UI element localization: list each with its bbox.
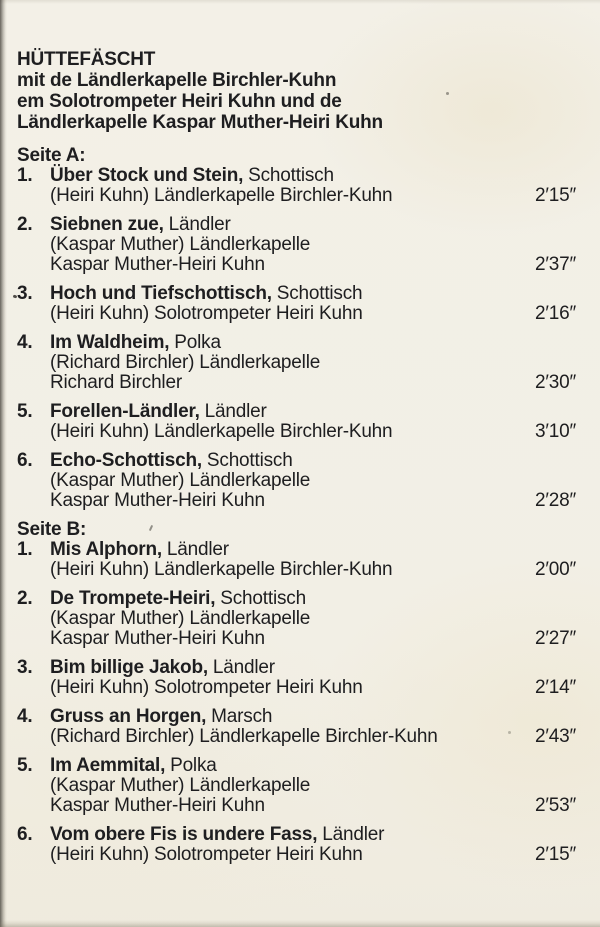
track-title: Über Stock und Stein,: [50, 165, 244, 186]
track-text: [50, 589, 576, 649]
track-credit: (Heiri Kuhn) Ländlerkapelle Birchler-Kuhn: [50, 185, 393, 206]
album-header: [17, 49, 576, 133]
track-credit: (Richard Birchler) Ländlerkapelle: [50, 352, 321, 373]
track-number: 5.: [17, 755, 33, 776]
track-credit: (Kaspar Muther) Ländlerkapelle: [50, 608, 311, 629]
track-text: [50, 215, 576, 275]
track-title: Echo-Schottisch,: [50, 450, 202, 471]
track-duration: 2′28″: [535, 490, 576, 511]
track-duration: 2′43″: [535, 726, 576, 747]
track-genre: Polka: [174, 332, 221, 353]
track-credit: Kaspar Muther-Heiri Kuhn: [50, 254, 265, 275]
track-genre: Ländler: [322, 824, 385, 845]
track-row-a3: [17, 284, 576, 324]
track-row-a2: [17, 215, 576, 275]
album-subtitle-line: em Solotrompeter Heiri Kuhn und de: [17, 91, 342, 112]
track-title: Mis Alphorn,: [50, 539, 162, 560]
track-title-line: [50, 540, 576, 560]
track-number: 3.: [17, 283, 33, 304]
track-duration: 2′30″: [535, 372, 576, 393]
album-subtitle-line: mit de Ländlerkapelle Birchler-Kuhn: [17, 70, 337, 91]
track-duration: 2′00″: [535, 559, 576, 580]
track-duration: 2′37″: [535, 254, 576, 275]
track-duration: 2′15″: [535, 844, 576, 865]
track-title: Im Aemmital,: [50, 755, 166, 776]
track-text: [50, 451, 576, 511]
track-genre: Ländler: [168, 214, 231, 235]
track-text: [50, 825, 576, 865]
track-credit: Kaspar Muther-Heiri Kuhn: [50, 628, 265, 649]
track-title-line: [50, 284, 576, 304]
track-title: Hoch und Tiefschottisch,: [50, 283, 272, 304]
track-title-line: [50, 166, 576, 186]
track-credit: Kaspar Muther-Heiri Kuhn: [50, 490, 265, 511]
track-row-a1: [17, 166, 576, 206]
track-genre: Polka: [170, 755, 217, 776]
side-b-label: Seite B:: [17, 519, 87, 540]
track-genre: Schottisch: [248, 165, 334, 186]
track-number: 6.: [17, 450, 33, 471]
track-title-line: [50, 658, 576, 678]
track-title-line: [50, 333, 576, 353]
track-text: [50, 284, 576, 324]
track-number: 4.: [17, 706, 33, 727]
track-duration: 2′27″: [535, 628, 576, 649]
track-title: Bim billige Jakob,: [50, 657, 208, 678]
track-text: [50, 658, 576, 698]
track-title: Vom obere Fis is undere Fass,: [50, 824, 318, 845]
track-credit: (Kaspar Muther) Ländlerkapelle: [50, 470, 311, 491]
track-credit: (Heiri Kuhn) Ländlerkapelle Birchler-Kuhn: [50, 421, 393, 442]
track-title: Im Waldheim,: [50, 332, 170, 353]
track-title-line: [50, 589, 576, 609]
track-credit: (Kaspar Muther) Ländlerkapelle: [50, 775, 311, 796]
track-title: De Trompete-Heiri,: [50, 588, 216, 609]
track-title-line: [50, 402, 576, 422]
scan-edge-top: [0, 0, 600, 4]
track-number: 2.: [17, 214, 33, 235]
track-row-b2: [17, 589, 576, 649]
track-row-a5: [17, 402, 576, 442]
track-text: [50, 707, 576, 747]
track-row-b5: [17, 756, 576, 816]
track-row-b3: [17, 658, 576, 698]
track-title-line: [50, 825, 576, 845]
track-number: 6.: [17, 824, 33, 845]
track-number: 4.: [17, 332, 33, 353]
album-title: HÜTTEFÄSCHT: [17, 49, 156, 70]
track-text: [50, 166, 576, 206]
track-title: Siebnen zue,: [50, 214, 164, 235]
track-number: 1.: [17, 539, 33, 560]
track-text: [50, 540, 576, 580]
track-genre: Schottisch: [276, 283, 363, 304]
track-duration: 2′53″: [535, 795, 576, 816]
album-subtitle-line: Ländlerkapelle Kaspar Muther-Heiri Kuhn: [17, 112, 383, 133]
track-credit: (Heiri Kuhn) Solotrompeter Heiri Kuhn: [50, 844, 363, 865]
track-title: Gruss an Horgen,: [50, 706, 207, 727]
side-b: [17, 520, 576, 865]
track-text: [50, 756, 576, 816]
track-row-a6: [17, 451, 576, 511]
track-number: 5.: [17, 401, 33, 422]
track-duration: 3′10″: [535, 421, 576, 442]
track-credit: (Kaspar Muther) Ländlerkapelle: [50, 234, 311, 255]
track-genre: Schottisch: [220, 588, 306, 609]
track-title-line: [50, 707, 576, 727]
track-text: [50, 333, 576, 393]
sides-container: [17, 146, 576, 865]
side-a: [17, 146, 576, 511]
scan-edge-bottom: [0, 920, 600, 927]
scan-edge-left: [0, 0, 7, 927]
track-row-b4: [17, 707, 576, 747]
track-duration: 2′15″: [535, 185, 576, 206]
track-genre: Marsch: [211, 706, 273, 727]
track-number: 2.: [17, 588, 33, 609]
track-credit: Kaspar Muther-Heiri Kuhn: [50, 795, 265, 816]
track-row-a4: [17, 333, 576, 393]
track-credit: (Heiri Kuhn) Ländlerkapelle Birchler-Kuhn: [50, 559, 393, 580]
track-title: Forellen-Ländler,: [50, 401, 200, 422]
track-title-line: [50, 451, 576, 471]
track-number: 3.: [17, 657, 33, 678]
track-number: 1.: [17, 165, 33, 186]
track-credit: Richard Birchler: [50, 372, 182, 393]
track-row-b1: [17, 540, 576, 580]
track-row-b6: [17, 825, 576, 865]
track-credit: (Richard Birchler) Ländlerkapelle Birchler-Kuhn: [50, 726, 438, 747]
track-genre: Schottisch: [206, 450, 293, 471]
track-duration: 2′16″: [535, 303, 576, 324]
side-a-label: Seite A:: [17, 145, 86, 166]
track-text: [50, 402, 576, 442]
track-genre: Ländler: [204, 401, 267, 422]
track-duration: 2′14″: [535, 677, 576, 698]
track-credit: (Heiri Kuhn) Solotrompeter Heiri Kuhn: [50, 677, 363, 698]
tracklist-content: [17, 49, 576, 874]
track-credit: (Heiri Kuhn) Solotrompeter Heiri Kuhn: [50, 303, 363, 324]
track-genre: Ländler: [212, 657, 275, 678]
track-genre: Ländler: [166, 539, 229, 560]
track-title-line: [50, 215, 576, 235]
track-title-line: [50, 756, 576, 776]
